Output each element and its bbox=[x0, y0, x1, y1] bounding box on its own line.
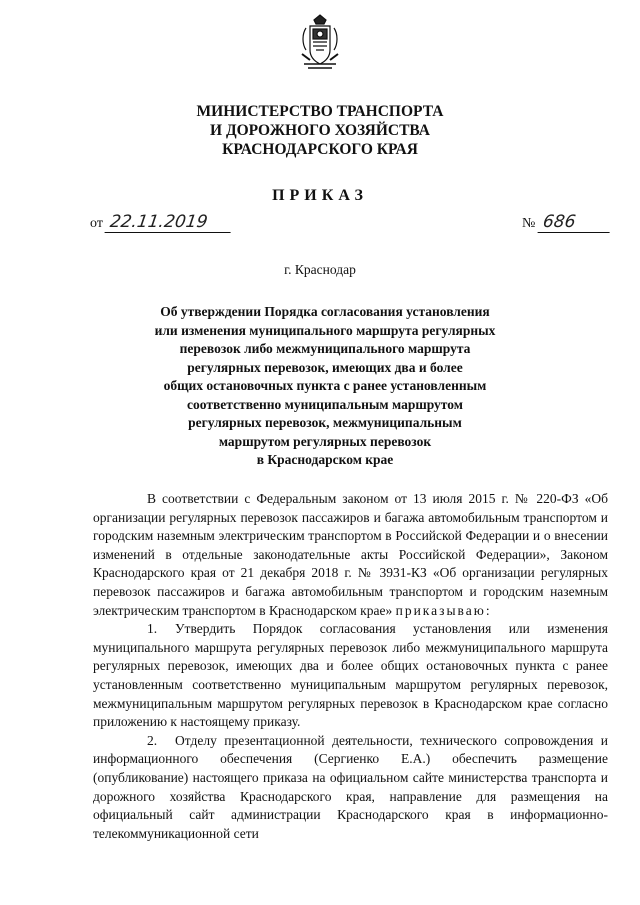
preamble-text: В соответствии с Федеральным законом от 13 июля 2015 г. № 220-ФЗ «Об организации регулярных перевозок пассажиров и багажа автомобильным транспортом и городским наземным электрическим транспортом в Российской Федерации и о внесении изменений в отдельные законодательные акты Российской Федерации», Законом Краснодарского края от 21 декабря 2018 г. № 3931-КЗ «Об организации регулярных перевозок пассажиров и багажа автомобильным транспортом и городским наземным электрическим транспортом в Краснодарском крае» bbox=[93, 491, 608, 618]
item-2 bbox=[93, 732, 608, 844]
date-prefix: от bbox=[90, 216, 103, 231]
item-1-number: 1. bbox=[147, 621, 158, 637]
order-date bbox=[90, 212, 232, 242]
item-1-text: Утвердить Порядок согласования установления или изменения муниципального маршрута регулярных перевозок либо межмуниципального маршрута регулярных перевозок, имеющих два и более общих остановочных пункта с ранее установленным соответственно муниципальным маршрутом регулярных перевозок, межмуниципальным маршрутом регулярных перевозок в Краснодарском крае согласно приложению к настоящему приказу. bbox=[93, 621, 608, 730]
item-1 bbox=[93, 620, 608, 732]
subject-line: или изменения муниципального маршрута регулярных bbox=[154, 322, 496, 338]
order-number bbox=[522, 212, 611, 242]
order-title: ПРИКАЗ bbox=[272, 187, 368, 204]
ministry-line-1: МИНИСТЕРСТВО ТРАНСПОРТА bbox=[196, 103, 444, 120]
subject-line: регулярных перевозок, имеющих два и более bbox=[187, 359, 463, 375]
date-handwritten: 22.11.2019 bbox=[105, 212, 234, 233]
order-subject bbox=[140, 303, 510, 470]
subject-line: Об утверждении Порядка согласования установления bbox=[160, 304, 490, 319]
coat-of-arms-icon bbox=[296, 14, 344, 74]
subject-line: в Краснодарском крае bbox=[256, 452, 394, 467]
item-2-text: Отделу презентационной деятельности, технического сопровождения и информационного обеспечения (Сергиенко Е.А.) обеспечить размещение (опубликование) настоящего приказа на официальном сайте министерства транспорта и дорожного хозяйства Краснодарского края, направление для размещения на официальный сайт администрации Краснодарского края в информационно-телекоммуникационной сети bbox=[93, 732, 608, 841]
subject-line: перевозок либо межмуниципального маршрута bbox=[179, 341, 471, 356]
ministry-line-2: И ДОРОЖНОГО ХОЗЯЙСТВА bbox=[210, 122, 430, 139]
preamble-paragraph bbox=[93, 490, 608, 620]
prikazyvayu-word: приказываю: bbox=[395, 602, 492, 618]
ministry-line-3: КРАСНОДАРСКОГО КРАЯ bbox=[222, 141, 418, 158]
city: г. Краснодар bbox=[284, 262, 356, 277]
number-handwritten: 686 bbox=[537, 212, 612, 233]
item-2-number: 2. bbox=[147, 732, 158, 748]
subject-line: маршрутом регулярных перевозок bbox=[218, 433, 432, 449]
number-prefix: № bbox=[522, 216, 536, 231]
subject-line: соответственно муниципальным маршрутом bbox=[187, 396, 463, 412]
subject-line: регулярных перевозок, межмуниципальным bbox=[188, 415, 462, 430]
order-body bbox=[93, 490, 608, 843]
subject-line: общих остановочных пункта с ранее установленным bbox=[163, 378, 487, 393]
ministry-name bbox=[0, 102, 640, 159]
